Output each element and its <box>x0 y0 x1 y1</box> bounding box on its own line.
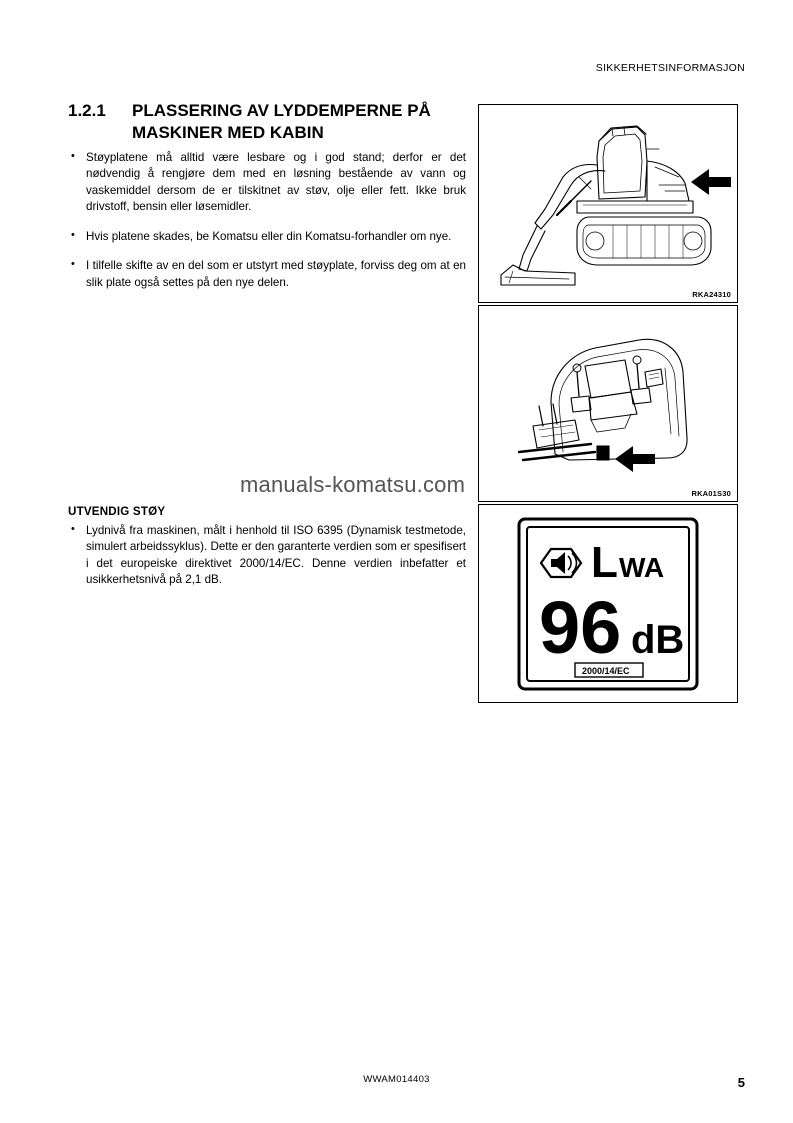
sound-unit-text: dB <box>631 618 685 662</box>
watermark: manuals-komatsu.com <box>240 472 466 497</box>
list-item: • I tilfelle skifte av en del som er utstyrt med støyplate, forviss deg om at en slik plate også settes på den nye delen. <box>68 258 466 291</box>
subsection-bullet-list <box>68 523 466 589</box>
lwa-sub-text: WA <box>619 552 665 583</box>
figure-sound-power-label <box>478 504 738 703</box>
directive-text: 2000/14/EC <box>582 666 630 676</box>
excavator-illustration <box>479 105 737 302</box>
cab-interior-illustration <box>479 306 737 501</box>
running-head: SIKKERHETSINFORMASJON <box>595 62 745 74</box>
sound-power-label-illustration <box>479 505 737 702</box>
list-item: • Støyplatene må alltid være lesbare og i god stand; derfor er det nødvendig å rengjøre dem med en løsning bestående av vann og vaskemiddel dersom de er tilskitnet av støv, olje eller fett. Ikke bruk drivstoff, bensin eller løsemidler. <box>68 150 466 216</box>
pointer-arrow <box>691 169 731 195</box>
subsection-title: UTVENDIG STØY <box>68 505 166 518</box>
lwa-main-text: L <box>591 538 618 587</box>
figure-code: RKA01S30 <box>691 489 731 498</box>
figure-cab-interior <box>478 305 738 502</box>
figure-excavator-with-cab <box>478 104 738 303</box>
sound-value-text: 96 <box>539 586 622 669</box>
bullet-list <box>68 150 466 304</box>
section-heading <box>68 100 468 145</box>
figure-code: RKA24310 <box>692 290 731 299</box>
footer-document-code: WWAM014403 <box>363 1074 430 1085</box>
pointer-arrow <box>615 446 655 472</box>
section-title-line1: PLASSERING AV LYDDEMPERNE PÅ <box>132 101 431 120</box>
page-number: 5 <box>737 1075 745 1090</box>
section-number: 1.2.1 <box>68 101 106 120</box>
list-item: • Lydnivå fra maskinen, målt i henhold til ISO 6395 (Dynamisk testmetode, simulert arbeidssyklus). Dette er den garanterte verdien som er spesifisert i det europeiske direktivet 2000/14/EC. Denne verdien inbefatter et usikkerhetsnivå på 2,1 dB. <box>68 523 466 589</box>
section-title-line2: MASKINER MED KABIN <box>132 123 324 143</box>
list-item: • Hvis platene skades, be Komatsu eller din Komatsu-forhandler om nye. <box>68 229 466 245</box>
